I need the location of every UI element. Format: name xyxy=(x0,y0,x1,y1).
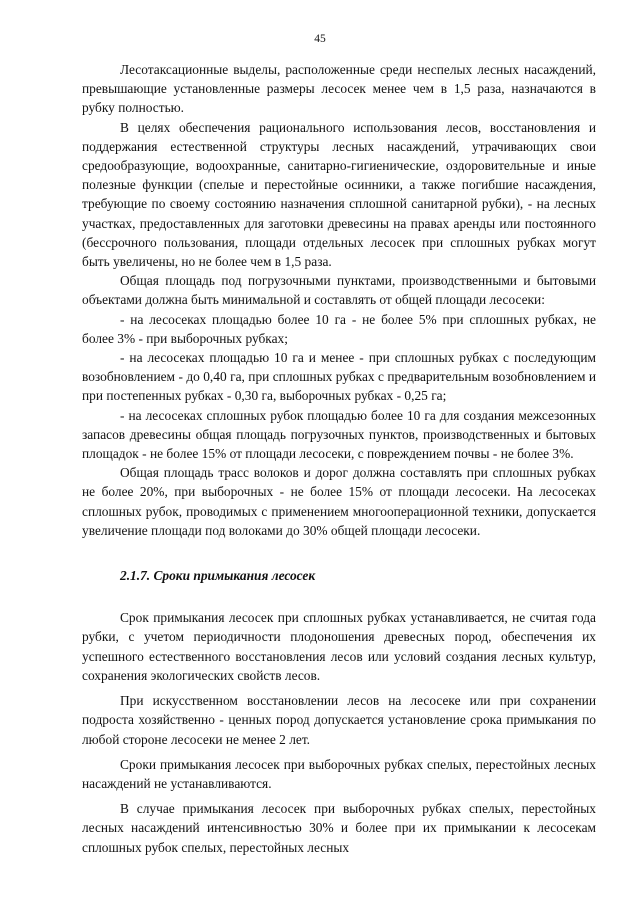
page-number: 45 xyxy=(314,33,326,45)
paragraph: Срок примыкания лесосек при сплошных рубках устанавливается, не считая года рубки, с учетом периодичности плодоношения древесных пород, обеспечения их успешного естественного восстановления лесов или условий создания лесных культур, сохранения экологических свойств лесов. xyxy=(82,610,596,683)
paragraph: Сроки примыкания лесосек при выборочных рубках спелых, перестойных лесных насаждений не устанавливаются. xyxy=(82,756,596,791)
paragraph: Общая площадь трасс волоков и дорог должна составлять при сплошных рубках не более 20%, при выборочных - не более 15% от площади лесосеки. На лесосеках сплошных рубок, проводимых с применением многооперационной техники, допускается увеличение площади под волоками до 30% общей площади лесосеки. xyxy=(82,465,596,538)
paragraph: При искусственном восстановлении лесов на лесосеке или при сохранении подроста хозяйственно - ценных пород допускается установление срока примыкания по любой стороне лесосеки не менее 2 лет. xyxy=(82,693,596,747)
document-body xyxy=(82,60,596,857)
list-item: - на лесосеках сплошных рубок площадью более 10 га для создания межсезонных запасов древесины общая площадь погрузочных пунктов, производственных и бытовых площадок - не более 15% от площади лесосеки, с повреждением почвы - не более 3%. xyxy=(82,407,596,462)
paragraph: Общая площадь под погрузочными пунктами, производственными и бытовыми объектами должна быть минимальной и составлять от общей площади лесосеки: xyxy=(82,273,596,308)
paragraph: Лесотаксационные выделы, расположенные среди неспелых лесных насаждений, превышающие установленные размеры лесосек менее чем в 1,5 раза, назначаются в рубку полностью. xyxy=(82,62,596,116)
paragraph: В случае примыкания лесосек при выборочных рубках спелых, перестойных лесных насаждений интенсивностью 30% и более при их примыкании к лесосекам сплошных рубок спелых, перестойных лесных xyxy=(82,801,596,855)
section-heading: 2.1.7. Сроки примыкания лесосек xyxy=(120,568,316,584)
list-item: - на лесосеках площадью более 10 га - не более 5% при сплошных рубках, не более 3% - при выборочных рубках; xyxy=(82,311,596,346)
paragraph: В целях обеспечения рационального использования лесов, восстановления и поддержания естественной структуры лесных насаждений, утрачивающих свои средообразующие, водоохранные, санитарно-гигиенические, оздоровительные и иные полезные функции (спелые и перестойные осинники, а также погибшие насаждения, требующие по своему состоянию назначения сплошной санитарной рубки), - на лесных участках, предоставленных для заготовки древесины на правах аренды или постоянного (бессрочного пользования, площади отдельных лесосек при сплошных рубках могут быть увеличены, но не более чем в 1,5 раза. xyxy=(82,119,596,270)
list-item: - на лесосеках площадью 10 га и менее - при сплошных рубках с последующим возобновлением - до 0,40 га, при сплошных рубках с предварительным возобновлением и при постепенных рубках - 0,30 га, выборочных рубках - 0,25 га; xyxy=(82,350,596,404)
